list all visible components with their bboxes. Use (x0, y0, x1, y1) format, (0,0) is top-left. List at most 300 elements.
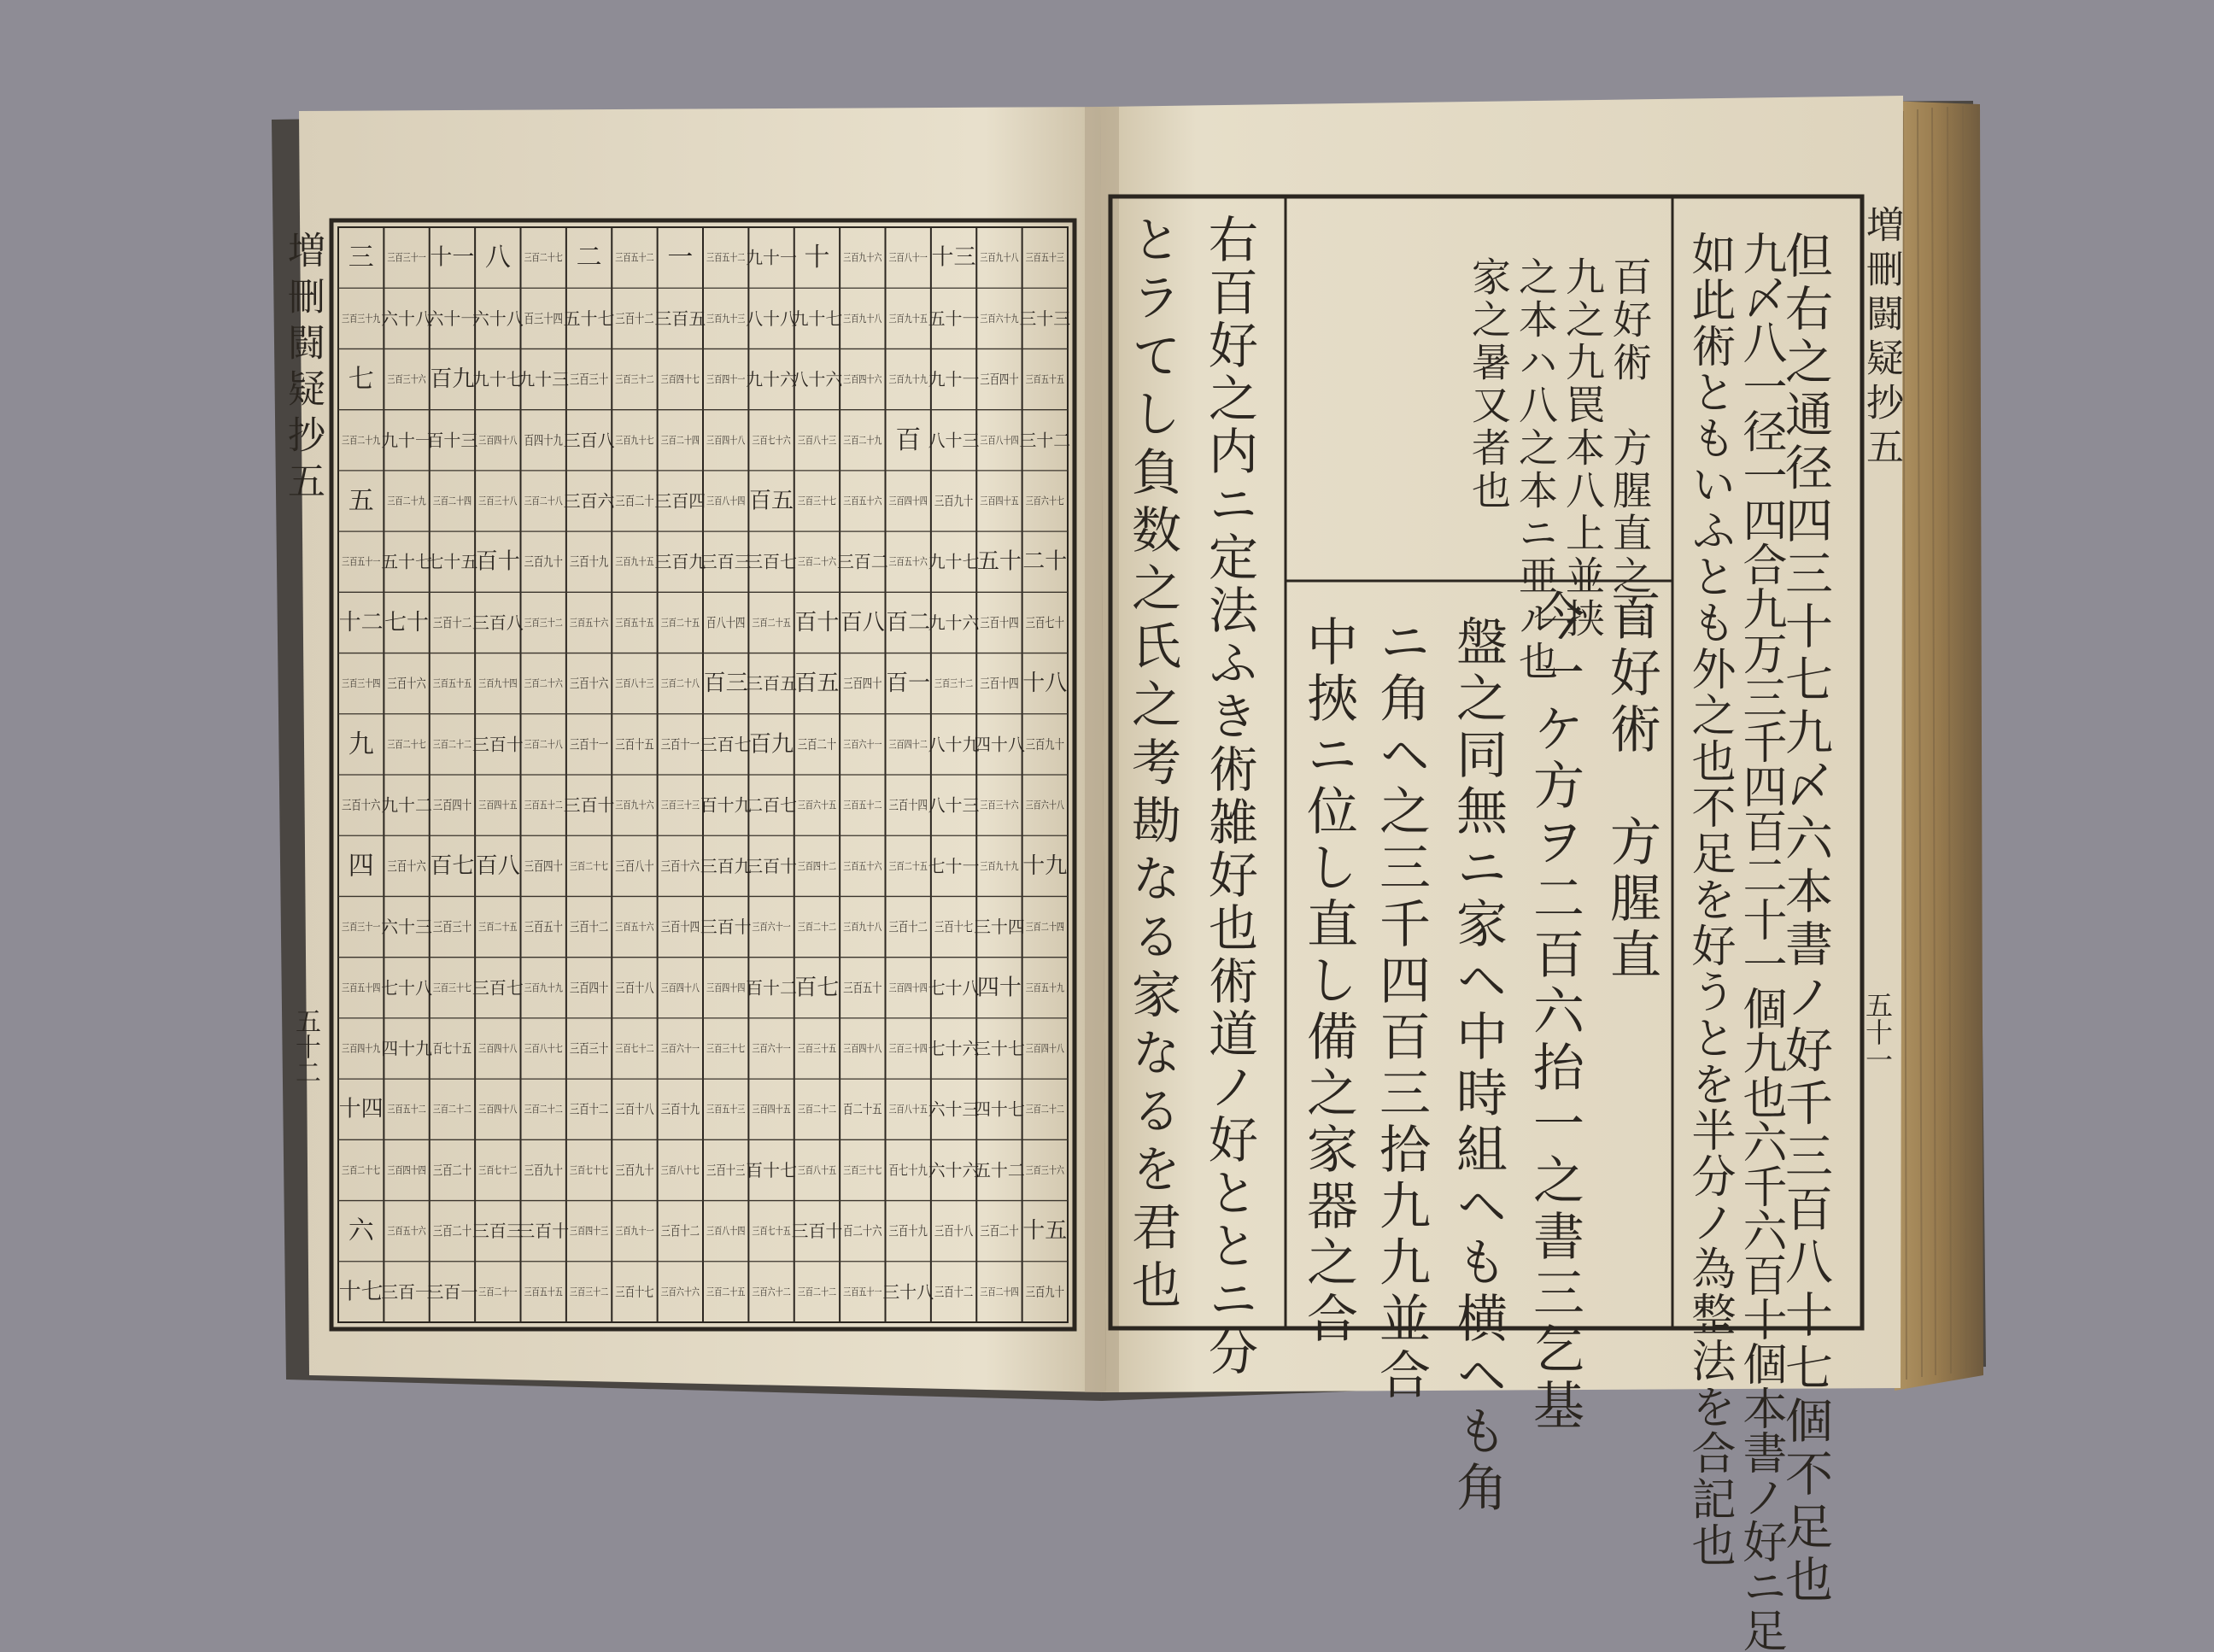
table-cell: 九十六 (928, 612, 980, 633)
table-cell: 三百五十二 (524, 799, 576, 811)
table-cell: 三百九十 (524, 554, 563, 570)
table-cell: 三百十八 (615, 980, 654, 996)
table-cell: 三百五十六 (569, 616, 621, 629)
table-cell: 六十三 (928, 1098, 980, 1120)
table-cell: 百三十四 (524, 310, 563, 326)
table-cell: 三十四 (973, 917, 1025, 938)
upper-note-col-1: 百好術 方腥直之言 (1607, 256, 1653, 641)
table-cell: 三百八十四 (706, 1225, 758, 1238)
table-cell: 三百二十二 (432, 1103, 484, 1116)
table-cell: 三百十二 (888, 919, 928, 935)
table-cell: 三百十二 (569, 919, 609, 935)
table-cell: 百二 (886, 609, 931, 636)
table-cell: 十五 (1022, 1218, 1068, 1245)
table-cell: 三百八十五 (797, 1163, 849, 1176)
table-cell: 七十八 (381, 977, 433, 999)
table-cell: 三百四十五 (478, 799, 530, 811)
table-cell: 三百九十九 (888, 373, 940, 386)
table-cell: 三百十三 (706, 1162, 746, 1178)
table-cell: 三百二十八 (660, 677, 712, 690)
table-cell: 三百三十六 (980, 799, 1032, 811)
table-cell: 三百七十 (1025, 614, 1064, 630)
table-cell: 三百九 (700, 855, 752, 876)
left-text-col-2: とラてし負数之氏之考勘なる家なるを君也 (1123, 214, 1181, 1317)
table-cell: 三百三十七 (797, 495, 849, 507)
table-cell: 八十九 (928, 734, 980, 755)
table-cell: 三百五十一 (342, 555, 394, 568)
table-cell: 十八 (1022, 671, 1068, 697)
table-cell: 三百五十六 (843, 859, 895, 872)
table-cell: 九十一 (746, 247, 798, 268)
table-cell: 三百四十 (432, 797, 472, 813)
upper-note-col-2: 九之九罠本八上並挟 (1560, 256, 1606, 641)
table-cell: 三百九十六 (843, 251, 895, 264)
table-cell: 三百十一 (660, 736, 700, 753)
table-cell: 三百九十九 (980, 859, 1032, 872)
table-cell: 三百八十五 (888, 1103, 940, 1116)
table-cell: 五十七 (563, 308, 615, 329)
table-cell: 百四十九 (524, 432, 563, 448)
table-cell: 三百四十 (843, 676, 882, 692)
table-cell: 三百十九 (660, 1101, 700, 1117)
table-cell: 三百八十四 (706, 495, 758, 507)
right-text-col-2: 九〆八一径一四合九万三千四百二十一個九也六千六百十個本書ノ好ニ足 (1735, 231, 1786, 1652)
table-cell: 三百三十九 (342, 312, 394, 325)
table-cell: 三百二十二 (797, 1103, 849, 1116)
left-page-title: 増刪闘疑抄五 (281, 231, 325, 507)
table-cell: 三百一 (381, 1281, 433, 1303)
table-cell: 三百三 (472, 1221, 524, 1242)
table-cell: 三百九十五 (615, 555, 667, 568)
table-cell: 三百五十四 (342, 981, 394, 994)
table-cell: 三百二十八 (524, 738, 576, 751)
table-cell: 十三 (931, 244, 976, 271)
table-cell: 三百八十七 (524, 1042, 576, 1055)
table-cell: 三百八 (472, 612, 524, 633)
table-cell: 三百四十四 (888, 981, 940, 994)
table-cell: 三百九十八 (843, 312, 895, 325)
table-cell: 三十七 (973, 1038, 1025, 1059)
table-cell: 三百十五 (615, 736, 654, 753)
table-cell: 三百四十四 (706, 981, 758, 994)
table-cell: 三百十九 (888, 1223, 928, 1239)
left-page-folio: 五十二 (290, 1008, 320, 1085)
table-cell: 七十五 (426, 551, 478, 572)
table-cell: 三百三十六 (387, 373, 439, 386)
lower-text-col-2: 今一ケ方ヲ二百六抬一之書三乞基 (1525, 589, 1584, 1435)
table-cell: 九十七 (791, 308, 843, 329)
table-cell: 三百五 (746, 673, 798, 694)
table-cell: 三百五十六 (615, 921, 667, 934)
table-cell: 百十二 (746, 977, 798, 999)
table-cell: 九十七 (472, 369, 524, 390)
table-cell: 三百五十二 (706, 251, 758, 264)
table-cell: 三百二十二 (1025, 1103, 1077, 1116)
table-cell: 三百二十 (432, 1162, 472, 1178)
table-cell: 三百四十一 (706, 373, 758, 386)
table-cell: 三百八十三 (797, 434, 849, 447)
table-cell: 三百八十七 (660, 1163, 712, 1176)
left-text-col-1: 右百好之内ニ定法ふき術雑好也術道ノ好ととニ分 (1200, 214, 1258, 1379)
table-cell: 三百五十六 (843, 495, 895, 507)
table-cell: 十二 (338, 609, 384, 636)
table-cell: 三百二十五 (888, 859, 940, 872)
table-cell: 三百六 (563, 490, 615, 512)
table-cell: 三百五十 (843, 980, 882, 996)
table-cell: 二 (576, 243, 602, 273)
table-cell: 三百二十五 (706, 1286, 758, 1298)
table-cell: 三百二十九 (843, 434, 895, 447)
right-text-col-1: 但右之通径四三十七九〆六本書ノ好千三百八十七個不足也 (1778, 231, 1833, 1608)
table-cell: 百七十五 (432, 1040, 472, 1057)
table-cell: 三百二十二 (432, 738, 484, 751)
table-cell: 三百四十八 (478, 1103, 530, 1116)
table-cell: 三百五十二 (843, 799, 895, 811)
table-cell: 百七 (794, 975, 840, 1001)
table-cell: 九十二 (381, 794, 433, 816)
table-cell: 七十一 (928, 855, 980, 876)
table-cell: 三百七十二 (615, 1042, 667, 1055)
table-cell: 三百十六 (342, 797, 382, 813)
table-cell: 三百二十四 (432, 495, 484, 507)
table-cell: 三百二十一 (478, 1286, 530, 1298)
table-cell: 三百二十 (980, 1223, 1019, 1239)
table-cell: 三百四十八 (1025, 1042, 1077, 1055)
table-cell: 三百三十 (432, 919, 472, 935)
table-cell: 三百九 (654, 551, 706, 572)
table-cell: 七 (348, 364, 374, 395)
table-cell: 三百十六 (387, 858, 427, 874)
table-cell: 三百七十五 (752, 1225, 804, 1238)
table-cell: 一 (667, 243, 694, 273)
table-cell: 八十三 (928, 430, 980, 451)
table-cell: 八十三 (928, 794, 980, 816)
table-cell: 三百十一 (569, 736, 609, 753)
table-cell: 三百三十五 (797, 1042, 849, 1055)
table-cell: 三百四十二 (888, 738, 940, 751)
table-cell: 三百九十三 (706, 312, 758, 325)
table-cell: 三百五十九 (1025, 981, 1077, 994)
table-cell: 三百四十八 (706, 434, 758, 447)
table-cell: 九十七 (928, 551, 980, 572)
table-cell: 三百三十六 (1025, 1163, 1077, 1176)
table-cell: 三百二十四 (980, 1286, 1032, 1298)
table-cell: 三百七 (700, 734, 752, 755)
table-cell: 三百三十三 (660, 799, 712, 811)
table-cell: 三百九十六 (615, 799, 667, 811)
table-cell: 三百十八 (615, 1101, 654, 1117)
table-cell: 三百五十二 (615, 251, 667, 264)
table-cell: 三百五十五 (1025, 373, 1077, 386)
table-cell: 三百二十九 (342, 434, 394, 447)
table-cell: 三十八 (882, 1281, 934, 1303)
table-cell: 九十一 (928, 369, 980, 390)
table-cell: 百二十五 (843, 1101, 882, 1117)
table-cell: 三 (348, 243, 374, 273)
table-cell: 三百九十 (1025, 736, 1064, 753)
table-cell: 三百四十二 (797, 859, 849, 872)
table-cell: 五十 (976, 548, 1022, 575)
table-cell: 三百三十一 (387, 251, 439, 264)
table-cell: 三百五十五 (524, 1286, 576, 1298)
table-cell: 三百六十七 (1025, 495, 1077, 507)
table-cell: 百八 (840, 609, 885, 636)
table-cell: 三百五十六 (387, 1225, 439, 1238)
table-cell: 十 (804, 243, 830, 273)
table-cell: 三百四十七 (660, 373, 712, 386)
table-cell: 三百九十七 (615, 434, 667, 447)
table-cell: 三百二十七 (342, 1163, 394, 1176)
table-cell: 三百三十二 (615, 373, 667, 386)
table-cell: 三百四十四 (387, 1163, 439, 1176)
table-cell: 三百三十四 (342, 677, 394, 690)
table-cell: 三百八十一 (888, 251, 940, 264)
table-cell: 八十六 (791, 369, 843, 390)
right-text-col-3: 如此術ともいふとも外之也不足を好うとを半分ノ為整法を合記也 (1684, 231, 1735, 1568)
table-cell: 三百五十一 (843, 1286, 895, 1298)
table-cell: 三百三十七 (706, 1042, 758, 1055)
table-cell: 十九 (1022, 852, 1068, 879)
table-cell: 九十六 (746, 369, 798, 390)
table-cell: 九十一 (381, 430, 433, 451)
table-cell: 三百四十 (980, 372, 1019, 388)
table-cell: 三百十 (746, 855, 798, 876)
table-cell: 百七十九 (888, 1162, 928, 1178)
table-cell: 三百十二 (432, 614, 472, 630)
table-cell: 二百七 (746, 794, 798, 816)
table-cell: 三百十四 (660, 919, 700, 935)
table-cell: 三百二十八 (524, 495, 576, 507)
table-cell: 三百七十二 (478, 1163, 530, 1176)
table-cell: 十四 (338, 1096, 384, 1122)
table-cell: 百十九 (700, 794, 752, 816)
table-cell: 八十八 (746, 308, 798, 329)
table-cell: 二十 (1022, 548, 1068, 575)
table-cell: 三百十二 (934, 1284, 974, 1300)
table-cell: 七十 (384, 609, 430, 636)
table-cell: 百八十四 (706, 614, 746, 630)
table-cell: 四 (348, 851, 374, 882)
table-cell: 三百十 (472, 734, 524, 755)
table-cell: 百九 (749, 731, 794, 758)
table-cell: 六十三 (381, 917, 433, 938)
table-cell: 三百二十五 (660, 616, 712, 629)
table-cell: 三百四十五 (980, 495, 1032, 507)
table-cell: 三百八 (563, 430, 615, 451)
table-cell: 三百五十六 (888, 555, 940, 568)
table-cell: 三百二十四 (660, 434, 712, 447)
table-cell: 三百三十八 (478, 495, 530, 507)
table-cell: 百三 (703, 671, 748, 697)
table-cell: 百十 (475, 548, 520, 575)
table-cell: 三百九十一 (615, 1225, 667, 1238)
table-cell: 九 (348, 729, 374, 759)
table-cell: 三百二十 (615, 493, 654, 509)
table-cell: 五十二 (973, 1159, 1025, 1180)
table-cell: 三百五十五 (432, 677, 484, 690)
table-cell: 三百六十九 (980, 312, 1032, 325)
table-cell: 三百五十二 (387, 1103, 439, 1116)
table-cell: 三百二十五 (752, 616, 804, 629)
table-cell: 三百九十五 (888, 312, 940, 325)
table-cell: 四十 (976, 975, 1022, 1001)
table-cell: 三百一 (426, 1281, 478, 1303)
table-cell: 五 (348, 486, 374, 516)
table-cell: 三百四 (654, 490, 706, 512)
table-cell: 三百六十一 (752, 1042, 804, 1055)
table-cell: 百五 (794, 671, 840, 697)
table-cell: 三百二十七 (569, 859, 621, 872)
table-cell: 三百二十 (797, 736, 837, 753)
table-cell: 三百十二 (615, 310, 654, 326)
table-cell: 三百二 (836, 551, 888, 572)
upper-note-col-4: 家之暑又者也 (1466, 256, 1512, 513)
table-cell: 百九 (430, 366, 475, 393)
table-cell: 三百十四 (980, 614, 1019, 630)
table-cell: 三百五十 (524, 919, 563, 935)
right-page-folio: 五十一 (1861, 991, 1894, 1073)
table-cell: 三百九十九 (524, 981, 576, 994)
table-cell: 三十三 (1019, 308, 1071, 329)
table-cell: 三百五 (654, 308, 706, 329)
table-cell: 百十三 (426, 430, 478, 451)
table-cell: 三百三十 (569, 1040, 609, 1057)
table-cell: 三百四十五 (752, 1103, 804, 1116)
table-cell: 三百六十一 (660, 1042, 712, 1055)
table-cell: 三百九十 (1025, 1284, 1064, 1300)
table-cell: 三百十 (700, 917, 752, 938)
table-cell: 三百十四 (888, 797, 928, 813)
lower-text-col-3: 盤之同無ニ家ヘ中時組ヘも横ヘも角 (1448, 615, 1508, 1517)
table-cell: 三百六十五 (797, 799, 849, 811)
table-cell: 三百四十八 (478, 434, 530, 447)
table-cell: 六十八 (381, 308, 433, 329)
table-cell: 三百十七 (934, 919, 974, 935)
table-cell: 三百七十六 (752, 434, 804, 447)
table-cell: 三百六十一 (752, 921, 804, 934)
table-cell: 四十八 (973, 734, 1025, 755)
table-cell: 三百五十五 (615, 616, 667, 629)
table-cell: 三百七十七 (569, 1163, 621, 1176)
table-cell: 三百二十九 (387, 495, 439, 507)
table-cell: 三百十 (563, 794, 615, 816)
table-cell: 六十六 (928, 1159, 980, 1180)
table-cell: 三百四十 (524, 858, 563, 874)
table-cell: 三百七 (472, 977, 524, 999)
table-cell: 三百三十四 (888, 1042, 940, 1055)
table-cell: 三百十六 (660, 858, 700, 874)
table-cell: 三百十六 (569, 676, 609, 692)
table-cell: 三百十九 (569, 554, 609, 570)
table-cell: 三百二十四 (1025, 921, 1077, 934)
table-cell: 三百二十七 (524, 251, 576, 264)
table-cell: 三百三十七 (432, 981, 484, 994)
table-cell: 五十一 (928, 308, 980, 329)
table-cell: 三百三十二 (524, 616, 576, 629)
table-cell: 三百九十 (524, 1162, 563, 1178)
table-cell: 百五 (749, 488, 794, 514)
table-cell: 三百十 (518, 1221, 570, 1242)
table-cell: 三百四十八 (478, 1042, 530, 1055)
table-cell: 百二十六 (843, 1223, 883, 1239)
table-cell: 六 (348, 1216, 374, 1246)
table-cell: 三百四十六 (843, 373, 895, 386)
table-cell: 七十六 (928, 1038, 980, 1059)
table-cell: 三百八十 (615, 858, 654, 874)
table-cell: 六十一 (426, 308, 478, 329)
table-cell: 三百十二 (569, 1101, 609, 1117)
table-cell: 三百二十六 (524, 677, 576, 690)
table-cell: 三百八十四 (980, 434, 1032, 447)
table-cell: 百八 (475, 852, 520, 879)
table-cell: 四十九 (381, 1038, 433, 1059)
table-cell: 三百三 (700, 551, 752, 572)
table-cell: 四十七 (973, 1098, 1025, 1120)
table-cell: 三百二十二 (797, 1286, 849, 1298)
table-cell: 三百八十三 (615, 677, 667, 690)
table-cell: 三百十 (791, 1221, 843, 1242)
table-cell: 三百九十四 (478, 677, 530, 690)
table-cell: 百一 (886, 671, 931, 697)
table-cell: 三百五十三 (706, 1103, 758, 1116)
table-cell: 三百六十八 (1025, 799, 1077, 811)
table-cell: 三百二十七 (387, 738, 439, 751)
table-cell: 三百九十 (934, 493, 974, 509)
table-cell: 三百七 (746, 551, 798, 572)
table-cell: 三百二十二 (797, 921, 849, 934)
table-cell: 三百十四 (980, 676, 1019, 692)
table-cell: 五十七 (381, 551, 433, 572)
table-cell: 三百五十三 (1025, 251, 1077, 264)
table-cell: 三百四十三 (569, 1225, 621, 1238)
table-cell: 六十八 (472, 308, 524, 329)
table-cell: 三百九十八 (980, 251, 1032, 264)
table-cell: 三百二十二 (524, 1103, 576, 1116)
table-cell: 三百六十六 (660, 1286, 712, 1298)
table-cell: 三百二十 (432, 1223, 472, 1239)
lower-text-col-1: 百好術 方腥直 (1602, 589, 1661, 984)
table-cell: 三百三十一 (342, 921, 394, 934)
table-cell: 十一 (430, 244, 475, 271)
table-cell: 三百四十八 (843, 1042, 895, 1055)
table-cell: 八 (484, 243, 511, 273)
table-cell: 七十八 (928, 977, 980, 999)
table-cell: 百 (895, 425, 922, 455)
table-cell: 三百二十六 (797, 555, 849, 568)
table-cell: 三百十二 (660, 1223, 700, 1239)
table-cell: 三百十七 (615, 1284, 654, 1300)
table-cell: 三百三十二 (569, 1286, 621, 1298)
table-cell: 百七 (430, 852, 475, 879)
upper-note-col-3: 之本ハ八之本ニ亜ル也 (1513, 256, 1559, 683)
table-cell: 百十 (794, 609, 840, 636)
table-cell: 三百四十九 (342, 1042, 394, 1055)
table-cell: 百十七 (746, 1159, 798, 1180)
gutter-shadow (1085, 107, 1119, 1392)
table-cell: 三百三十 (569, 372, 609, 388)
lower-text-col-5: 中挾ニ位し直し備之家器之合 (1298, 615, 1358, 1348)
table-cell: 三百六十一 (843, 738, 895, 751)
table-cell: 九十三 (518, 369, 570, 390)
table-cell: 三百十六 (387, 676, 427, 692)
table-cell: 三百九十 (615, 1162, 654, 1178)
table-cell: 三百九十八 (843, 921, 895, 934)
right-page-title: 増刪闘疑抄五 (1860, 205, 1903, 472)
table-cell: 三百四十八 (660, 981, 712, 994)
lower-text-col-4: ニ角ヘ之三千四百三拾九九並合 (1371, 615, 1431, 1404)
table-cell: 十七 (338, 1279, 384, 1305)
table-cell: 三百四十四 (888, 495, 940, 507)
